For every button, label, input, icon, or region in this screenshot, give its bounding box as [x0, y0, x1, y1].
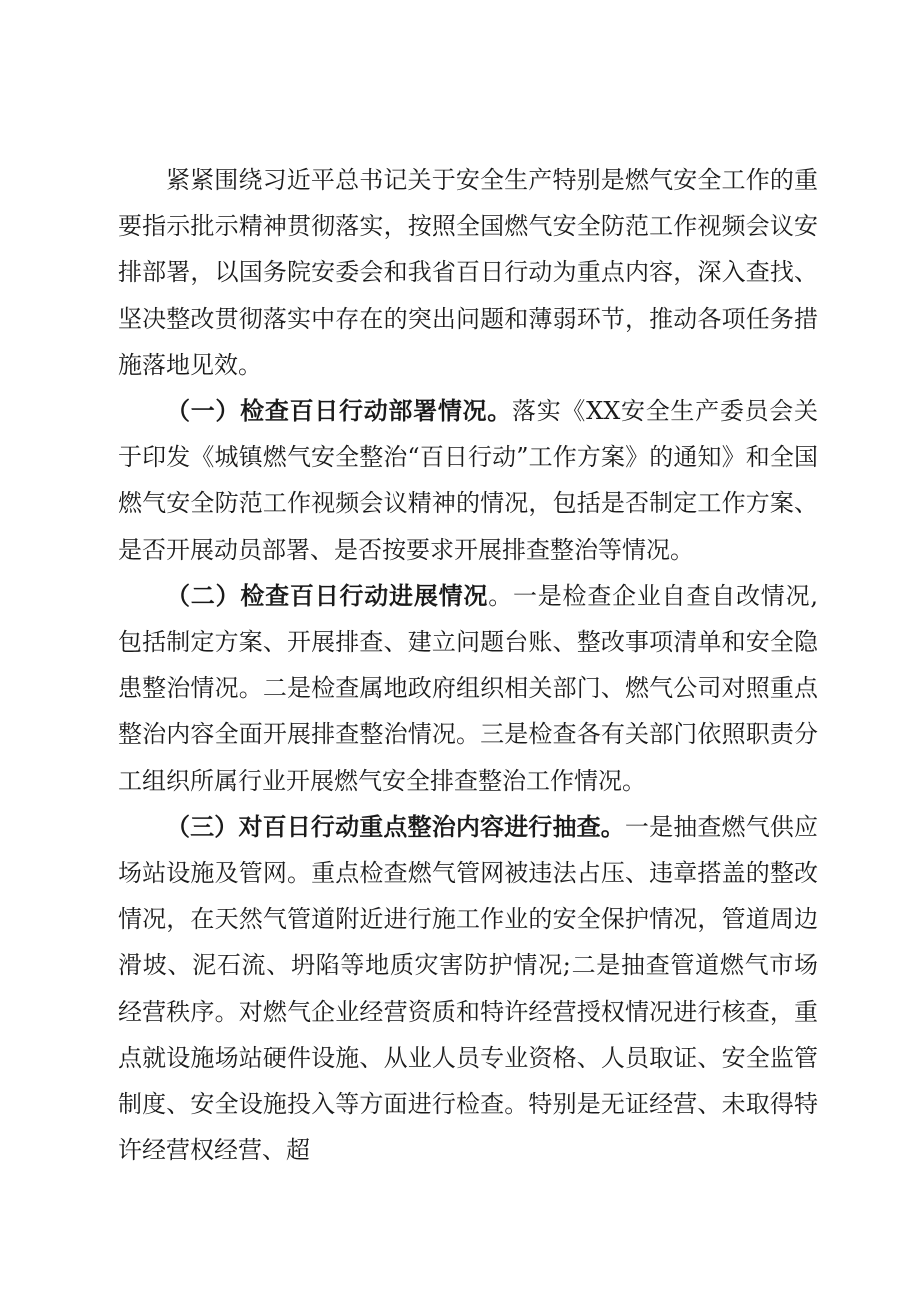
section-1-paragraph	[118, 388, 818, 573]
intro-text: 紧紧围绕习近平总书记关于安全生产特别是燃气安全工作的重要指示批示精神贯彻落实，按照全国燃气安全防范工作视频会议安排部署，以国务院安委会和我省百日行动为重点内容，深入查找、坚决整改贯彻落实中存在的突出问题和薄弱环节，推动各项任务措施落地见效。	[118, 166, 818, 379]
section-3-heading: （三）对百日行动重点整治内容进行抽查。	[166, 811, 625, 841]
section-2-paragraph	[118, 573, 818, 804]
section-1-body: 落实《XX安全生产委员会关于印发《城镇燃气安全整治“百日行动”工作方案》的通知》和全国燃气安全防范工作视频会议精神的情况，包括是否制定工作方案、是否开展动员部署、是否按要求开展排查整治等情况。	[118, 397, 818, 564]
section-3-paragraph	[118, 804, 818, 1174]
section-2-body: 。一是检查企业自查自改情况,包括制定方案、开展排查、建立问题台账、整改事项清单和安全隐患整治情况。二是检查属地政府组织相关部门、燃气公司对照重点整治内容全面开展排查整治情况。三是检查各有关部门依照职责分工组织所属行业开展燃气安全排查整治工作情况。	[118, 581, 818, 795]
intro-paragraph	[118, 157, 818, 388]
section-3-body: 一是抽查燃气供应场站设施及管网。重点检查燃气管网被违法占压、违章搭盖的整改情况，在天然气管道附近进行施工作业的安全保护情况，管道周边滑坡、泥石流、坍陷等地质灾害防护情况;二是抽查管道燃气市场经营秩序。对燃气企业经营资质和特许经营授权情况进行核查，重点就设施场站硬件设施、从业人员专业资格、人员取证、安全监管制度、安全设施投入等方面进行检查。特别是无证经营、未取得特许经营权经营、超	[118, 812, 818, 1165]
document-body	[118, 157, 818, 1173]
section-2-heading: （二）检查百日行动进展情况	[166, 580, 489, 610]
section-1-heading: （一）检查百日行动部署情况。	[166, 396, 512, 426]
